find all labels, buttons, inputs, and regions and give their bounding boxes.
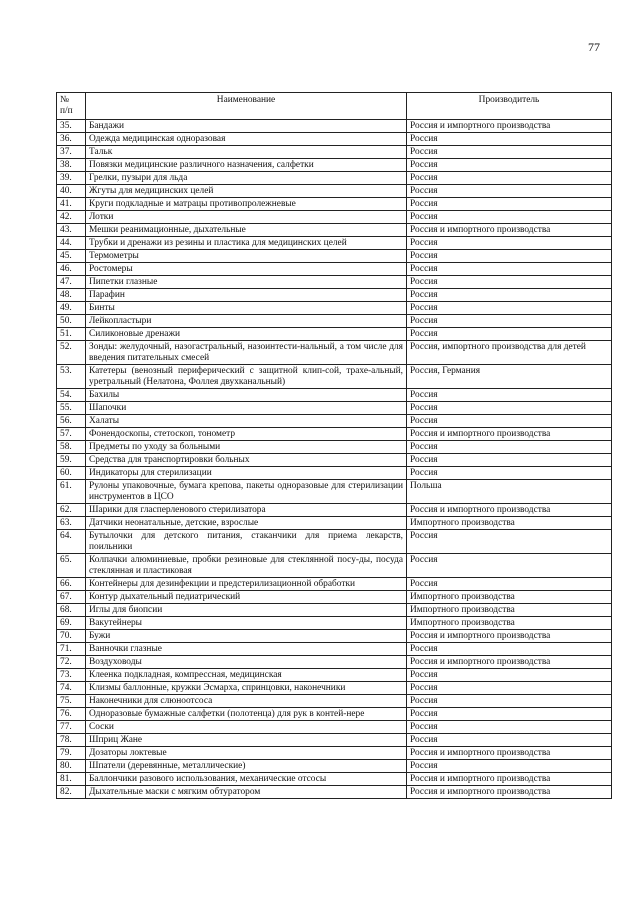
row-number: 67. (57, 591, 86, 604)
table-row (57, 760, 612, 773)
table-row (57, 415, 612, 428)
table-row (57, 237, 612, 250)
row-manufacturer: Россия (407, 328, 612, 341)
row-name: Одноразовые бумажные салфетки (полотенца) для рук в контей-нере (86, 708, 407, 721)
row-number: 36. (57, 133, 86, 146)
table-row (57, 289, 612, 302)
row-name: Шарики для гласперленового стерилизатора (86, 504, 407, 517)
row-name: Воздуховоды (86, 656, 407, 669)
row-number: 71. (57, 643, 86, 656)
table-row (57, 402, 612, 415)
row-number: 80. (57, 760, 86, 773)
row-manufacturer: Россия (407, 734, 612, 747)
table-row (57, 120, 612, 133)
row-name: Повязки медицинские различного назначения, салфетки (86, 159, 407, 172)
row-manufacturer: Россия (407, 198, 612, 211)
row-number: 63. (57, 517, 86, 530)
row-number: 50. (57, 315, 86, 328)
row-number: 47. (57, 276, 86, 289)
row-number: 41. (57, 198, 86, 211)
row-manufacturer: Россия (407, 695, 612, 708)
row-number: 61. (57, 480, 86, 504)
table-row (57, 504, 612, 517)
table-row (57, 578, 612, 591)
row-name: Шпатели (деревянные, металлические) (86, 760, 407, 773)
row-number: 73. (57, 669, 86, 682)
row-number: 62. (57, 504, 86, 517)
row-manufacturer: Импортного производства (407, 591, 612, 604)
row-name: Одежда медицинская одноразовая (86, 133, 407, 146)
row-number: 64. (57, 530, 86, 554)
header-row (57, 93, 612, 120)
row-number: 39. (57, 172, 86, 185)
table-row (57, 669, 612, 682)
row-manufacturer: Россия (407, 669, 612, 682)
row-manufacturer: Россия (407, 185, 612, 198)
row-number: 35. (57, 120, 86, 133)
row-manufacturer: Россия, Германия (407, 365, 612, 389)
row-manufacturer: Россия (407, 682, 612, 695)
row-name: Ванночки глазные (86, 643, 407, 656)
row-manufacturer: Россия и импортного производства (407, 630, 612, 643)
table-row (57, 146, 612, 159)
row-manufacturer: Россия (407, 454, 612, 467)
row-number: 59. (57, 454, 86, 467)
row-number: 53. (57, 365, 86, 389)
row-number: 56. (57, 415, 86, 428)
row-name: Клизмы баллонные, кружки Эсмарха, спринцовки, наконечники (86, 682, 407, 695)
row-number: 60. (57, 467, 86, 480)
row-name: Бутылочки для детского питания, стаканчики для приема лекарств, поильники (86, 530, 407, 554)
row-name: Круги подкладные и матрацы противопролежневые (86, 198, 407, 211)
row-number: 46. (57, 263, 86, 276)
row-manufacturer: Россия (407, 721, 612, 734)
row-name: Парафин (86, 289, 407, 302)
row-manufacturer: Россия (407, 467, 612, 480)
table-row (57, 530, 612, 554)
row-name: Дыхательные маски с мягким обтуратором (86, 786, 407, 799)
row-number: 76. (57, 708, 86, 721)
row-name: Контейнеры для дезинфекции и предстерилизационной обработки (86, 578, 407, 591)
row-number: 79. (57, 747, 86, 760)
row-manufacturer: Россия (407, 276, 612, 289)
row-number: 78. (57, 734, 86, 747)
row-name: Дозаторы локтевые (86, 747, 407, 760)
row-number: 70. (57, 630, 86, 643)
row-name: Фонендоскопы, стетоскоп, тонометр (86, 428, 407, 441)
row-manufacturer: Россия (407, 315, 612, 328)
row-number: 77. (57, 721, 86, 734)
table-row (57, 721, 612, 734)
row-number: 38. (57, 159, 86, 172)
row-name: Термометры (86, 250, 407, 263)
row-manufacturer: Россия (407, 159, 612, 172)
table-row (57, 682, 612, 695)
row-number: 51. (57, 328, 86, 341)
header-number: № п/п (57, 93, 86, 120)
row-manufacturer: Россия (407, 643, 612, 656)
row-number: 43. (57, 224, 86, 237)
row-manufacturer: Россия (407, 211, 612, 224)
row-name: Средства для транспортировки больных (86, 454, 407, 467)
row-manufacturer: Россия (407, 554, 612, 578)
table-row (57, 263, 612, 276)
row-number: 49. (57, 302, 86, 315)
table-row (57, 747, 612, 760)
row-name: Грелки, пузыри для льда (86, 172, 407, 185)
header-manufacturer: Производитель (407, 93, 612, 120)
table-row (57, 604, 612, 617)
row-manufacturer: Импортного производства (407, 617, 612, 630)
table-row (57, 198, 612, 211)
table-row (57, 389, 612, 402)
row-manufacturer: Россия (407, 289, 612, 302)
table-row (57, 365, 612, 389)
table-row (57, 276, 612, 289)
row-number: 54. (57, 389, 86, 402)
table-row (57, 708, 612, 721)
table-row (57, 428, 612, 441)
row-name: Мешки реанимационные, дыхательные (86, 224, 407, 237)
table-row (57, 656, 612, 669)
row-name: Силиконовые дренажи (86, 328, 407, 341)
row-name: Вакутейнеры (86, 617, 407, 630)
row-manufacturer: Россия и импортного производства (407, 773, 612, 786)
row-manufacturer: Россия (407, 250, 612, 263)
header-name: Наименование (86, 93, 407, 120)
row-manufacturer: Россия (407, 415, 612, 428)
row-manufacturer: Польша (407, 480, 612, 504)
row-manufacturer: Россия (407, 237, 612, 250)
row-name: Рулоны упаковочные, бумага крепова, пакеты одноразовые для стерилизации инструментов в ЦСО (86, 480, 407, 504)
row-number: 58. (57, 441, 86, 454)
row-name: Жгуты для медицинских целей (86, 185, 407, 198)
row-manufacturer: Россия (407, 172, 612, 185)
row-manufacturer: Россия (407, 263, 612, 276)
row-number: 72. (57, 656, 86, 669)
row-manufacturer: Россия и импортного производства (407, 786, 612, 799)
row-manufacturer: Импортного производства (407, 517, 612, 530)
table-body (57, 120, 612, 799)
row-name: Халаты (86, 415, 407, 428)
table-row (57, 211, 612, 224)
row-number: 57. (57, 428, 86, 441)
row-manufacturer: Россия (407, 389, 612, 402)
row-manufacturer: Россия и импортного производства (407, 120, 612, 133)
row-number: 45. (57, 250, 86, 263)
table-row (57, 250, 612, 263)
row-manufacturer: Россия и импортного производства (407, 224, 612, 237)
row-manufacturer: Россия (407, 578, 612, 591)
table-row (57, 315, 612, 328)
page-number: 77 (588, 40, 600, 54)
table-row (57, 454, 612, 467)
table-row (57, 441, 612, 454)
row-number: 52. (57, 341, 86, 365)
table-row (57, 773, 612, 786)
table-row (57, 341, 612, 365)
table-row (57, 695, 612, 708)
row-manufacturer: Россия и импортного производства (407, 428, 612, 441)
row-number: 55. (57, 402, 86, 415)
row-name: Зонды: желудочный, назогастральный, назоинтести-нальный, а том числе для введения питательных смесей (86, 341, 407, 365)
table-row (57, 554, 612, 578)
row-number: 74. (57, 682, 86, 695)
row-name: Трубки и дренажи из резины и пластика для медицинских целей (86, 237, 407, 250)
table-row (57, 302, 612, 315)
products-table (56, 92, 612, 799)
row-number: 44. (57, 237, 86, 250)
row-name: Клеенка подкладная, компрессная, медицинская (86, 669, 407, 682)
row-manufacturer: Россия и импортного производства (407, 747, 612, 760)
row-name: Баллончики разового использования, механические отсосы (86, 773, 407, 786)
row-number: 82. (57, 786, 86, 799)
table-header (57, 93, 612, 120)
row-name: Лейкопластыри (86, 315, 407, 328)
row-name: Шприц Жане (86, 734, 407, 747)
row-name: Соски (86, 721, 407, 734)
table-row (57, 133, 612, 146)
row-name: Наконечники для слюноотсоса (86, 695, 407, 708)
row-name: Бинты (86, 302, 407, 315)
row-number: 66. (57, 578, 86, 591)
row-number: 69. (57, 617, 86, 630)
table-row (57, 630, 612, 643)
row-number: 40. (57, 185, 86, 198)
row-manufacturer: Россия, импортного производства для детей (407, 341, 612, 365)
table-row (57, 172, 612, 185)
table-row (57, 224, 612, 237)
row-name: Тальк (86, 146, 407, 159)
row-name: Бужи (86, 630, 407, 643)
row-number: 81. (57, 773, 86, 786)
row-manufacturer: Россия (407, 530, 612, 554)
row-name: Индикаторы для стерилизации (86, 467, 407, 480)
table-row (57, 185, 612, 198)
table-row (57, 328, 612, 341)
table-row (57, 591, 612, 604)
row-name: Иглы для биопсии (86, 604, 407, 617)
row-name: Ростомеры (86, 263, 407, 276)
row-name: Лотки (86, 211, 407, 224)
table-row (57, 786, 612, 799)
row-manufacturer: Россия (407, 146, 612, 159)
row-name: Контур дыхательный педиатрический (86, 591, 407, 604)
row-manufacturer: Импортного производства (407, 604, 612, 617)
table-row (57, 467, 612, 480)
row-number: 68. (57, 604, 86, 617)
table-row (57, 517, 612, 530)
row-manufacturer: Россия (407, 760, 612, 773)
row-name: Пипетки глазные (86, 276, 407, 289)
row-name: Бандажи (86, 120, 407, 133)
row-manufacturer: Россия (407, 402, 612, 415)
row-name: Шапочки (86, 402, 407, 415)
row-name: Колпачки алюминиевые, пробки резиновые для стеклянной посу-ды, посуда стеклянная и пластиковая (86, 554, 407, 578)
row-manufacturer: Россия (407, 708, 612, 721)
table-row (57, 643, 612, 656)
row-name: Катетеры (венозный периферический с защитной клип-сой, трахе-альный, уретральный (Нелатона, Фоллея двухканальный) (86, 365, 407, 389)
row-name: Бахилы (86, 389, 407, 402)
row-manufacturer: Россия (407, 302, 612, 315)
table-row (57, 617, 612, 630)
row-name: Датчики неонатальные, детские, взрослые (86, 517, 407, 530)
row-number: 48. (57, 289, 86, 302)
row-manufacturer: Россия (407, 441, 612, 454)
table-row (57, 159, 612, 172)
row-manufacturer: Россия и импортного производства (407, 504, 612, 517)
row-manufacturer: Россия (407, 133, 612, 146)
row-number: 65. (57, 554, 86, 578)
table-row (57, 480, 612, 504)
row-number: 42. (57, 211, 86, 224)
table-row (57, 734, 612, 747)
row-name: Предметы по уходу за больными (86, 441, 407, 454)
row-number: 37. (57, 146, 86, 159)
row-number: 75. (57, 695, 86, 708)
row-manufacturer: Россия и импортного производства (407, 656, 612, 669)
